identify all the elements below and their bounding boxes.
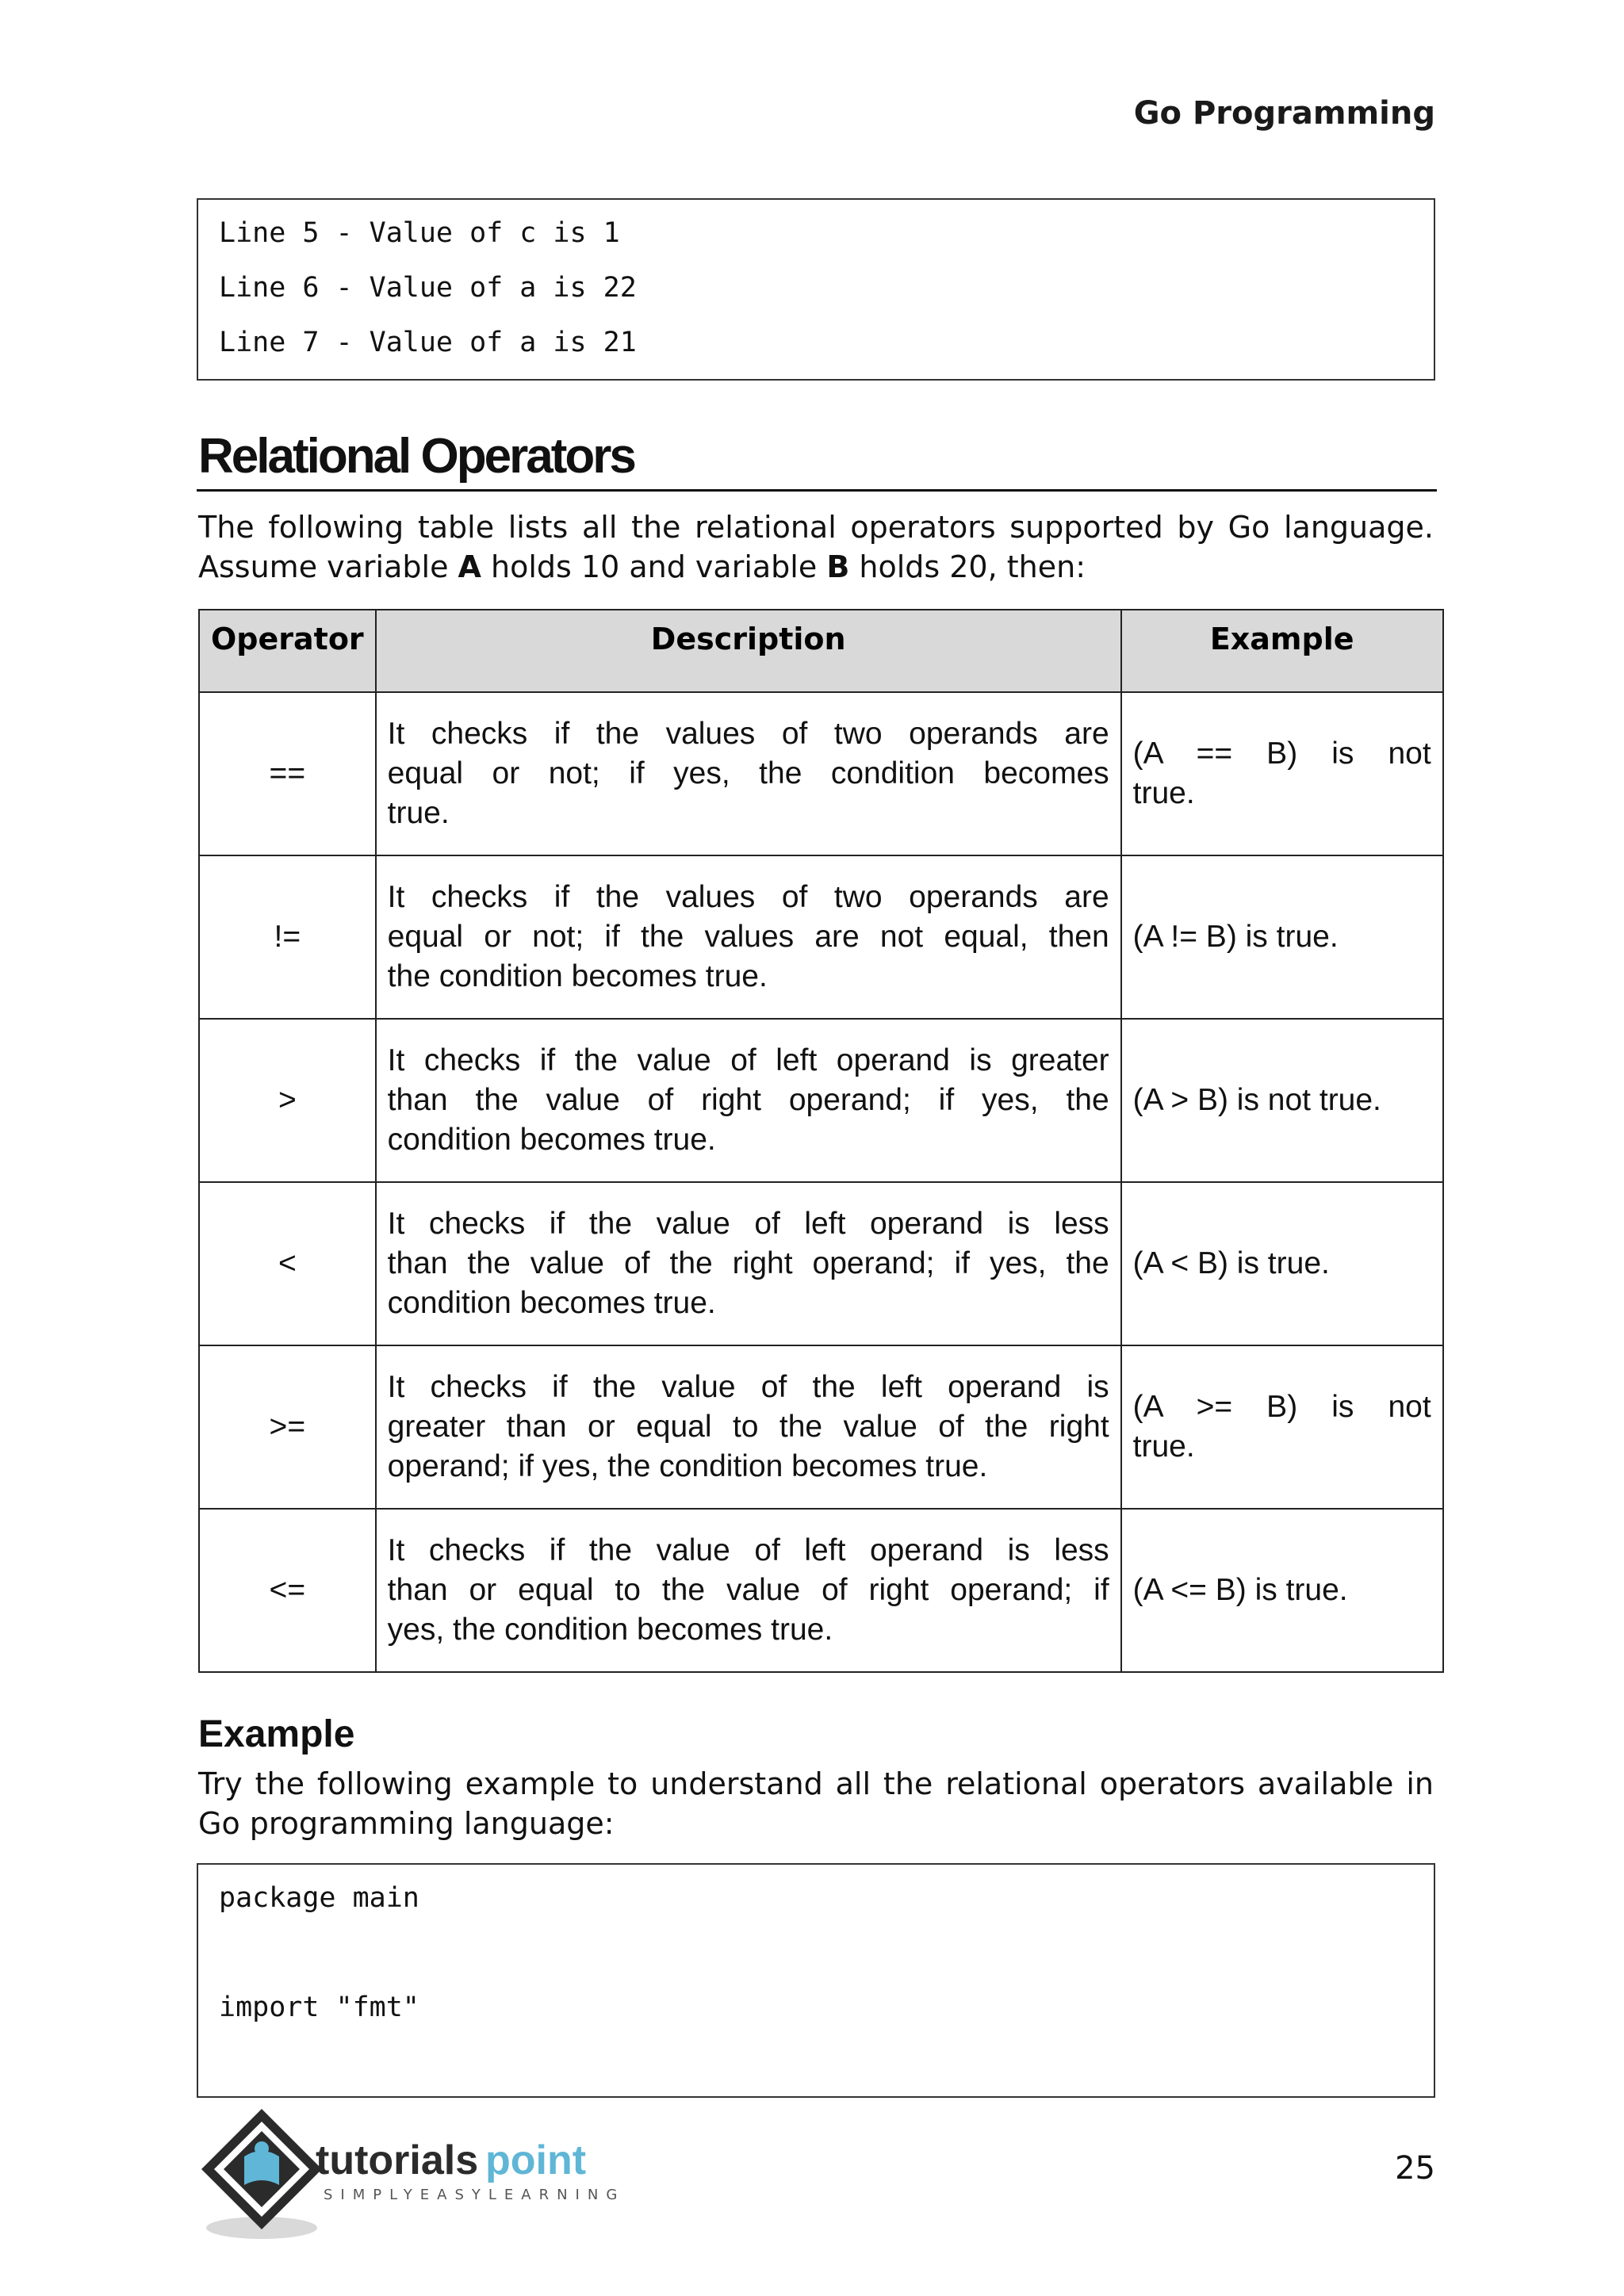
description-line: It checks if the value of the left operand is bbox=[387, 1370, 1109, 1404]
description-cell bbox=[376, 1182, 1121, 1345]
tutorialspoint-logo bbox=[197, 2101, 641, 2244]
page-number: 25 bbox=[1395, 2150, 1435, 2187]
operator-cell: <= bbox=[199, 1509, 376, 1672]
example-intro-line: Try the following example to understand all the relational operators available in bbox=[198, 1766, 1434, 1801]
example-line: true. bbox=[1132, 1429, 1195, 1464]
example-intro-line: Go programming language: bbox=[198, 1806, 615, 1841]
operator-cell: >= bbox=[199, 1345, 376, 1509]
header-description: Description bbox=[376, 610, 1121, 692]
description-line: condition becomes true. bbox=[387, 1286, 716, 1320]
header-example: Example bbox=[1121, 610, 1443, 692]
description-cell bbox=[376, 692, 1121, 855]
operator-cell: == bbox=[199, 692, 376, 855]
table-row bbox=[199, 1509, 1443, 1672]
description-cell bbox=[376, 855, 1121, 1019]
description-line: equal or not; if yes, the condition becomes bbox=[387, 756, 1109, 790]
description-line: equal or not; if the values are not equal, then bbox=[387, 920, 1109, 954]
example-line: true. bbox=[1132, 776, 1195, 810]
description-line: than or equal to the value of right operand; if bbox=[387, 1573, 1109, 1607]
code-line: Line 7 - Value of a is 21 bbox=[219, 327, 637, 358]
example-line: (A < B) is true. bbox=[1132, 1246, 1330, 1280]
relational-operators-table bbox=[198, 609, 1444, 1673]
description-line: It checks if the values of two operands are bbox=[387, 717, 1109, 751]
example-line: (A <= B) is true. bbox=[1132, 1573, 1348, 1607]
description-line: condition becomes true. bbox=[387, 1123, 716, 1157]
description-line: It checks if the value of left operand is greater bbox=[387, 1043, 1109, 1077]
description-line: yes, the condition becomes true. bbox=[387, 1613, 833, 1647]
example-title: Example bbox=[198, 1713, 355, 1755]
example-cell bbox=[1121, 692, 1443, 855]
logo-text-tutorials: tutorials bbox=[316, 2137, 479, 2183]
description-line: It checks if the values of two operands are bbox=[387, 880, 1109, 914]
operator-cell: < bbox=[199, 1182, 376, 1345]
example-cell bbox=[1121, 855, 1443, 1019]
description-line: It checks if the value of left operand is less bbox=[387, 1533, 1109, 1567]
table-row bbox=[199, 692, 1443, 855]
example-intro bbox=[198, 1764, 1434, 1843]
description-cell bbox=[376, 1345, 1121, 1509]
table-body bbox=[199, 692, 1443, 1672]
table-row bbox=[199, 1345, 1443, 1509]
example-cell bbox=[1121, 1509, 1443, 1672]
example-line: (A == B) is not bbox=[1132, 737, 1431, 771]
code-line: package main bbox=[219, 1882, 419, 1914]
intro-line: The following table lists all the relational operators supported by Go language. bbox=[198, 510, 1434, 545]
table-row bbox=[199, 1019, 1443, 1182]
description-line: the condition becomes true. bbox=[387, 959, 768, 993]
intro-line bbox=[198, 547, 1434, 587]
example-cell bbox=[1121, 1182, 1443, 1345]
logo-text-point: point bbox=[485, 2137, 587, 2183]
description-line: than the value of right operand; if yes, the bbox=[387, 1083, 1109, 1117]
table-row bbox=[199, 855, 1443, 1019]
example-line: (A >= B) is not bbox=[1132, 1390, 1431, 1424]
operator-cell: > bbox=[199, 1019, 376, 1182]
code-line: Line 6 - Value of a is 22 bbox=[219, 272, 637, 304]
intro-text: Assume variable bbox=[198, 549, 458, 584]
intro-text: holds 10 and variable bbox=[481, 549, 827, 584]
description-cell bbox=[376, 1509, 1121, 1672]
section-title: Relational Operators bbox=[198, 429, 634, 484]
example-line: (A != B) is true. bbox=[1132, 920, 1339, 954]
code-line: Line 5 - Value of c is 1 bbox=[219, 217, 620, 249]
example-cell bbox=[1121, 1345, 1443, 1509]
description-line: true. bbox=[387, 796, 450, 830]
example-line: (A > B) is not true. bbox=[1132, 1083, 1381, 1117]
description-line: operand; if yes, the condition becomes true. bbox=[387, 1449, 988, 1483]
page-header-title: Go Programming bbox=[1133, 95, 1435, 132]
description-cell bbox=[376, 1019, 1121, 1182]
code-output-box bbox=[197, 198, 1435, 381]
variable-b: B bbox=[826, 549, 850, 584]
code-line: import "fmt" bbox=[219, 1992, 419, 2023]
header-operator: Operator bbox=[199, 610, 376, 692]
example-cell bbox=[1121, 1019, 1443, 1182]
logo-tagline: SIMPLYEASYLEARNING bbox=[324, 2187, 626, 2203]
operator-cell: != bbox=[199, 855, 376, 1019]
description-line: It checks if the value of left operand is less bbox=[387, 1207, 1109, 1241]
title-divider bbox=[197, 489, 1437, 492]
intro-text: holds 20, then: bbox=[849, 549, 1086, 584]
table-row bbox=[199, 1182, 1443, 1345]
description-line: greater than or equal to the value of the right bbox=[387, 1410, 1109, 1444]
table-header-row bbox=[199, 610, 1443, 692]
section-intro bbox=[198, 507, 1434, 587]
description-line: than the value of the right operand; if yes, the bbox=[387, 1246, 1109, 1280]
variable-a: A bbox=[458, 549, 481, 584]
example-code-box bbox=[197, 1863, 1435, 2098]
